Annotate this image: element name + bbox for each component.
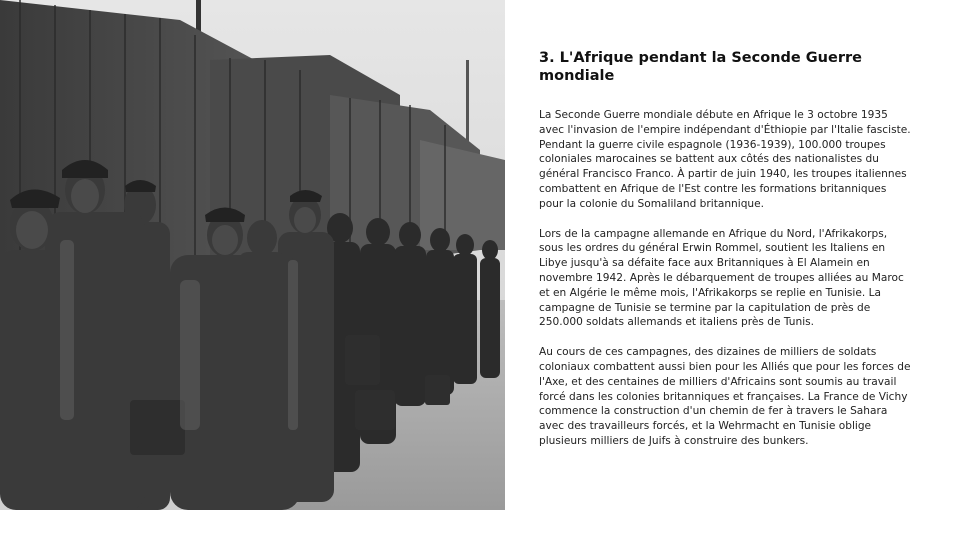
slide-body <box>539 108 911 464</box>
paragraph-2: Lors de la campagne allemande en Afrique du Nord, l'Afrikakorps, sous les ordres du général Erwin Rommel, soutient les Italiens en Libye jusqu'à sa défaite face aux Britanniques à El Alamein en novembre 1942. Après le débarquement de troupes alliées au Maroc et en Algérie le même mois, l'Afrikakorps se replie en Tunisie. La campagne de Tunisie se termine par la capitulation de près de 250.000 soldats allemands et italiens près de Tunis. <box>539 227 904 329</box>
paragraph-3: Au cours de ces campagnes, des dizaines de milliers de soldats coloniaux combattent aussi bien pour les Alliés que pour les forces de l'Axe, et des centaines de milliers d'Africains sont soumis au travail forcé dans les colonies britanniques et françaises. La France de Vichy commence la construction d'un chemin de fer à travers le Sahara avec des travailleurs forcés, et la Wehrmacht en Tunisie oblige plusieurs milliers de Juifs à construire des bunkers. <box>539 346 911 447</box>
historical-photo <box>0 0 505 510</box>
photo-illustration <box>0 0 505 510</box>
paragraph-1: La Seconde Guerre mondiale débute en Afrique le 3 octobre 1935 avec l'invasion de l'empire indépendant d'Éthiopie par l'Italie fasciste. Pendant la guerre civile espagnole (1936-1939), 100.000 troupes coloniales marocaines se battent aux côtés des nationalistes du général Francisco Franco. À partir de juin 1940, les troupes italiennes combattent en Afrique de l'Est contre les formations britanniques pour la colonie du Somaliland britannique. <box>539 109 911 210</box>
slide-title: 3. L'Afrique pendant la Seconde Guerre mondiale <box>539 50 862 84</box>
